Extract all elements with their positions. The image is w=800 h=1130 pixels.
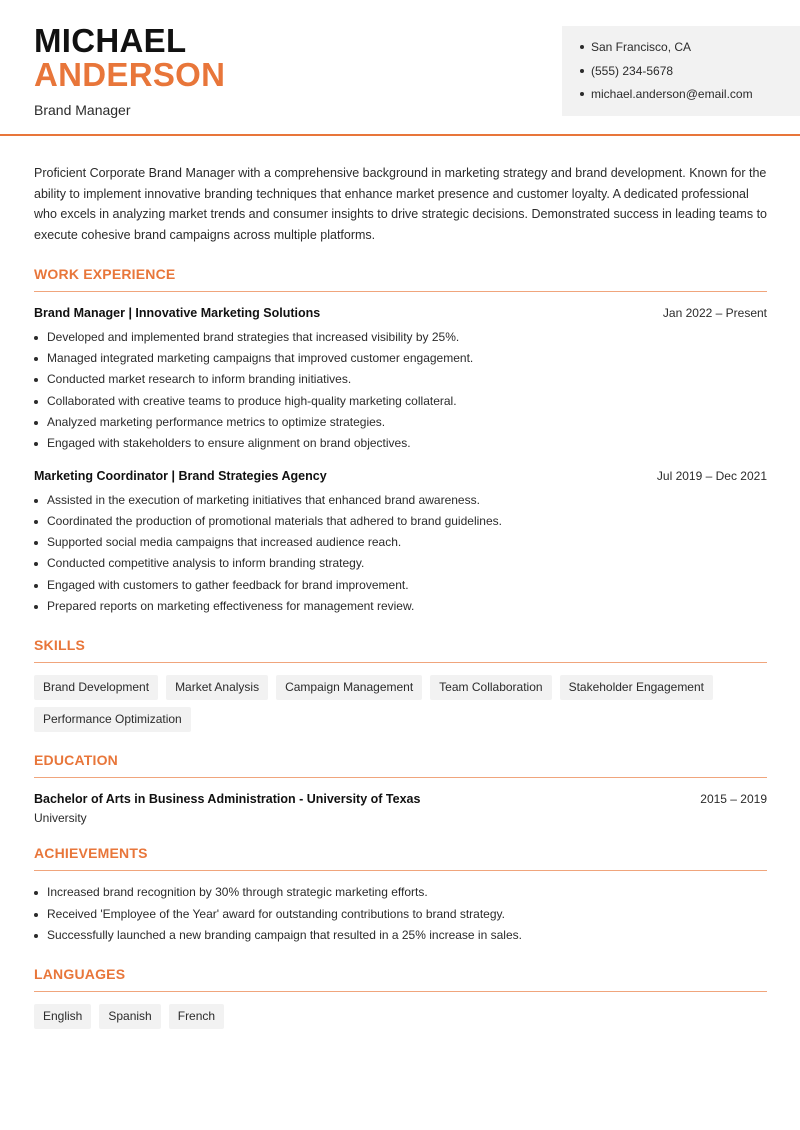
- contact-email: [580, 86, 800, 110]
- summary-text: Proficient Corporate Brand Manager with a comprehensive background in marketing strategy and brand development. Known for the ability to implement innovative branding techniques that enhance market presence and customer loyalty. A dedicated professional who excels in analyzing market trends and consumer insights to drive strategic decisions. Demonstrated success in leading teams to execute cohesive brand campaigns across multiple platforms.: [34, 166, 767, 243]
- list-item-text: Engaged with customers to gather feedback for brand improvement.: [47, 577, 409, 592]
- list-item-text: Received 'Employee of the Year' award for outstanding contributions to brand strategy.: [47, 906, 505, 921]
- bullet-icon: [34, 421, 38, 425]
- bullet-icon: [34, 584, 38, 588]
- list-item: [34, 882, 767, 903]
- bullet-icon: [580, 69, 584, 73]
- language-tag: Spanish: [99, 1004, 160, 1029]
- bullet-icon: [580, 92, 584, 96]
- achievements-list: [34, 882, 767, 946]
- skills-tags: [34, 675, 767, 739]
- bullet-icon: [34, 499, 38, 503]
- list-item-text: Conducted market research to inform branding initiatives.: [47, 372, 352, 387]
- list-item: [34, 532, 767, 553]
- job-title: Brand Manager: [34, 102, 131, 118]
- section-title-languages: LANGUAGES: [34, 966, 767, 992]
- list-item-text: Supported social media campaigns that increased audience reach.: [47, 535, 402, 550]
- list-item: [34, 596, 767, 617]
- job-heading: Brand Manager | Innovative Marketing Solutions: [34, 305, 321, 320]
- resume-header: [0, 0, 800, 136]
- job-entry: [34, 469, 767, 618]
- job-dates: Jan 2022 – Present: [662, 305, 767, 320]
- education-header: [34, 792, 767, 806]
- job-header: [34, 469, 767, 483]
- list-item: [34, 327, 767, 348]
- bullet-icon: [580, 45, 584, 49]
- job-bullets: [34, 490, 767, 618]
- education-entry: [34, 792, 767, 825]
- language-tags: [34, 1004, 767, 1036]
- job-bullets: [34, 327, 767, 455]
- section-title-skills: SKILLS: [34, 637, 767, 663]
- list-item-text: Managed integrated marketing campaigns that improved customer engagement.: [47, 351, 474, 366]
- list-item-text: Assisted in the execution of marketing initiatives that enhanced brand awareness.: [47, 492, 480, 507]
- bullet-icon: [34, 891, 38, 895]
- list-item: [34, 511, 767, 532]
- skill-tag: Market Analysis: [166, 675, 268, 700]
- job-header: [34, 306, 767, 320]
- bullet-icon: [34, 913, 38, 917]
- job-dates: Jul 2019 – Dec 2021: [656, 468, 767, 483]
- bullet-icon: [34, 357, 38, 361]
- job-entry: [34, 306, 767, 455]
- bullet-icon: [34, 934, 38, 938]
- list-item: [34, 369, 767, 390]
- skill-tag: Brand Development: [34, 675, 158, 700]
- name-block: [34, 24, 225, 118]
- email-text: michael.anderson@email.com: [591, 87, 753, 101]
- language-tag: English: [34, 1004, 91, 1029]
- bullet-icon: [34, 336, 38, 340]
- job-heading: Marketing Coordinator | Brand Strategies Agency: [34, 468, 327, 483]
- section-title-work: WORK EXPERIENCE: [34, 266, 767, 292]
- resume-content: [34, 163, 767, 1036]
- language-tag: French: [169, 1004, 224, 1029]
- list-item: [34, 575, 767, 596]
- bullet-icon: [34, 520, 38, 524]
- list-item: [34, 904, 767, 925]
- list-item-text: Increased brand recognition by 30% through strategic marketing efforts.: [47, 885, 428, 900]
- list-item: [34, 553, 767, 574]
- bullet-icon: [34, 378, 38, 382]
- contact-phone: [580, 63, 800, 87]
- skill-tag: Performance Optimization: [34, 707, 191, 732]
- list-item: [34, 433, 767, 454]
- list-item: [34, 490, 767, 511]
- section-title-education: EDUCATION: [34, 752, 767, 778]
- skill-tag: Campaign Management: [276, 675, 422, 700]
- bullet-icon: [34, 562, 38, 566]
- bullet-icon: [34, 400, 38, 404]
- list-item-text: Prepared reports on marketing effectiveness for management review.: [47, 599, 415, 614]
- list-item: [34, 412, 767, 433]
- section-title-achievements: ACHIEVEMENTS: [34, 845, 767, 871]
- bullet-icon: [34, 541, 38, 545]
- location-text: San Francisco, CA: [591, 40, 692, 54]
- list-item-text: Analyzed marketing performance metrics to optimize strategies.: [47, 415, 386, 429]
- list-item-text: Successfully launched a new branding campaign that resulted in a 25% increase in sales.: [47, 927, 522, 942]
- phone-text: (555) 234-5678: [591, 63, 674, 78]
- education-dates: 2015 – 2019: [700, 792, 767, 807]
- institution-text: University: [34, 811, 87, 826]
- skill-tag: Stakeholder Engagement: [560, 675, 713, 700]
- list-item-text: Collaborated with creative teams to produce high-quality marketing collateral.: [47, 393, 457, 408]
- bullet-icon: [34, 605, 38, 609]
- skill-tag: Team Collaboration: [430, 675, 551, 700]
- last-name: ANDERSON: [34, 56, 226, 93]
- list-item: [34, 925, 767, 946]
- list-item-text: Engaged with stakeholders to ensure alignment on brand objectives.: [47, 436, 411, 451]
- list-item: [34, 348, 767, 369]
- bullet-icon: [34, 442, 38, 446]
- degree-title: Bachelor of Arts in Business Administration - University of Texas: [34, 792, 421, 807]
- list-item: [34, 391, 767, 412]
- list-item-text: Coordinated the production of promotional materials that adhered to brand guidelines.: [47, 513, 502, 528]
- contact-location: [580, 39, 800, 63]
- contact-box: [562, 26, 800, 116]
- list-item-text: Conducted competitive analysis to inform branding strategy.: [47, 556, 365, 571]
- list-item-text: Developed and implemented brand strategies that increased visibility by 25%.: [47, 329, 460, 344]
- first-name: MICHAEL: [34, 22, 187, 59]
